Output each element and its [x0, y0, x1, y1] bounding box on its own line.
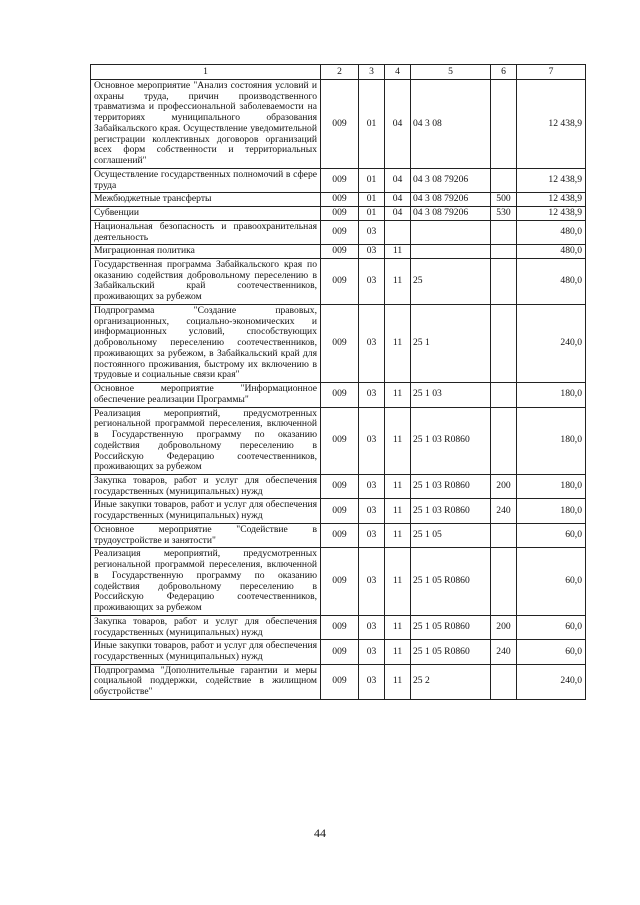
row-name-cell: Реализация мероприятий, предусмотренных региональной программой переселения, включенной в Государственную программу по оказанию содействия добровольному переселению в Российскую Федерацию соотечественников, проживающих за рубежом — [91, 548, 321, 615]
section-cell: 01 — [359, 168, 385, 192]
subsection-cell: 11 — [385, 664, 411, 699]
expense-type-cell — [491, 80, 517, 169]
table-body — [91, 80, 586, 700]
expense-type-cell — [491, 407, 517, 474]
table-row — [91, 193, 586, 207]
target-code-cell: 25 1 03 — [411, 383, 491, 407]
amount-cell: 240,0 — [517, 304, 586, 382]
row-name-cell: Подпрограмма "Создание правовых, организационных, социально-экономических и информационных условий, способствующих добровольному переселению соотечественников, проживающих за рубежом, в Забайкальский край для постоянного проживания, быстрому их включению в трудовые и социальные связи края" — [91, 304, 321, 382]
target-code-cell: 25 1 05 — [411, 523, 491, 547]
row-name-cell: Основное мероприятие "Содействие в трудоустройстве и занятости" — [91, 523, 321, 547]
row-name-cell: Субвенции — [91, 207, 321, 221]
amount-cell: 60,0 — [517, 548, 586, 615]
header-cell: 2 — [321, 65, 359, 80]
amount-cell: 60,0 — [517, 523, 586, 547]
subsection-cell: 11 — [385, 474, 411, 498]
section-cell: 03 — [359, 259, 385, 305]
amount-cell: 180,0 — [517, 474, 586, 498]
subsection-cell: 11 — [385, 259, 411, 305]
subsection-cell: 11 — [385, 640, 411, 664]
table-row — [91, 207, 586, 221]
target-code-cell: 04 3 08 79206 — [411, 168, 491, 192]
page-number: 44 — [314, 826, 326, 840]
code-cell: 009 — [321, 640, 359, 664]
target-code-cell: 04 3 08 79206 — [411, 207, 491, 221]
budget-table — [90, 64, 586, 700]
table-row — [91, 383, 586, 407]
section-cell: 01 — [359, 80, 385, 169]
expense-type-cell: 200 — [491, 474, 517, 498]
target-code-cell: 25 2 — [411, 664, 491, 699]
code-cell: 009 — [321, 168, 359, 192]
row-name-cell: Миграционная политика — [91, 245, 321, 259]
amount-cell: 180,0 — [517, 383, 586, 407]
table-row — [91, 168, 586, 192]
table-row — [91, 499, 586, 523]
code-cell: 009 — [321, 245, 359, 259]
expense-type-cell — [491, 383, 517, 407]
table-row — [91, 80, 586, 169]
subsection-cell: 11 — [385, 548, 411, 615]
subsection-cell: 11 — [385, 523, 411, 547]
target-code-cell: 25 — [411, 259, 491, 305]
section-cell: 03 — [359, 474, 385, 498]
target-code-cell: 25 1 03 R0860 — [411, 499, 491, 523]
row-name-cell: Подпрограмма "Дополнительные гарантии и меры социальной поддержки, содействие в жилищном обустройстве" — [91, 664, 321, 699]
table-row — [91, 259, 586, 305]
expense-type-cell: 240 — [491, 640, 517, 664]
amount-cell: 12 438,9 — [517, 193, 586, 207]
row-name-cell: Государственная программа Забайкальского края по оказанию содействия добровольному переселению в Забайкальский край соотечественников, проживающих за рубежом — [91, 259, 321, 305]
section-cell: 03 — [359, 548, 385, 615]
amount-cell: 480,0 — [517, 220, 586, 244]
subsection-cell: 11 — [385, 407, 411, 474]
section-cell: 03 — [359, 499, 385, 523]
target-code-cell — [411, 245, 491, 259]
expense-type-cell — [491, 220, 517, 244]
code-cell: 009 — [321, 304, 359, 382]
amount-cell: 12 438,9 — [517, 207, 586, 221]
table-row — [91, 615, 586, 639]
subsection-cell: 11 — [385, 304, 411, 382]
row-name-cell: Иные закупки товаров, работ и услуг для обеспечения государственных (муниципальных) нужд — [91, 640, 321, 664]
section-cell: 03 — [359, 304, 385, 382]
target-code-cell: 25 1 03 R0860 — [411, 474, 491, 498]
subsection-cell: 04 — [385, 80, 411, 169]
expense-type-cell — [491, 304, 517, 382]
section-cell: 03 — [359, 407, 385, 474]
subsection-cell: 11 — [385, 383, 411, 407]
amount-cell: 12 438,9 — [517, 168, 586, 192]
table-row — [91, 407, 586, 474]
target-code-cell: 25 1 05 R0860 — [411, 640, 491, 664]
row-name-cell: Основное мероприятие "Информационное обеспечение реализации Программы" — [91, 383, 321, 407]
table-row — [91, 548, 586, 615]
header-row — [91, 65, 586, 80]
code-cell: 009 — [321, 80, 359, 169]
target-code-cell: 04 3 08 — [411, 80, 491, 169]
header-cell: 6 — [491, 65, 517, 80]
expense-type-cell: 530 — [491, 207, 517, 221]
section-cell: 01 — [359, 193, 385, 207]
section-cell: 03 — [359, 523, 385, 547]
table-row — [91, 523, 586, 547]
expense-type-cell — [491, 523, 517, 547]
row-name-cell: Межбюджетные трансферты — [91, 193, 321, 207]
table-row — [91, 220, 586, 244]
code-cell: 009 — [321, 259, 359, 305]
expense-type-cell — [491, 664, 517, 699]
code-cell: 009 — [321, 474, 359, 498]
section-cell: 01 — [359, 207, 385, 221]
section-cell: 03 — [359, 383, 385, 407]
expense-type-cell — [491, 245, 517, 259]
subsection-cell: 04 — [385, 193, 411, 207]
section-cell: 03 — [359, 245, 385, 259]
table-row — [91, 640, 586, 664]
amount-cell: 60,0 — [517, 640, 586, 664]
code-cell: 009 — [321, 383, 359, 407]
amount-cell: 480,0 — [517, 259, 586, 305]
code-cell: 009 — [321, 548, 359, 615]
row-name-cell: Иные закупки товаров, работ и услуг для обеспечения государственных (муниципальных) нужд — [91, 499, 321, 523]
section-cell: 03 — [359, 664, 385, 699]
subsection-cell: 04 — [385, 168, 411, 192]
table-row — [91, 245, 586, 259]
amount-cell: 180,0 — [517, 407, 586, 474]
expense-type-cell — [491, 548, 517, 615]
code-cell: 009 — [321, 499, 359, 523]
subsection-cell: 11 — [385, 245, 411, 259]
expense-type-cell: 200 — [491, 615, 517, 639]
code-cell: 009 — [321, 220, 359, 244]
section-cell: 03 — [359, 640, 385, 664]
code-cell: 009 — [321, 664, 359, 699]
header-cell: 7 — [517, 65, 586, 80]
row-name-cell: Закупка товаров, работ и услуг для обеспечения государственных (муниципальных) нужд — [91, 474, 321, 498]
header-cell: 1 — [91, 65, 321, 80]
subsection-cell — [385, 220, 411, 244]
code-cell: 009 — [321, 193, 359, 207]
target-code-cell: 04 3 08 79206 — [411, 193, 491, 207]
expense-type-cell — [491, 259, 517, 305]
amount-cell: 12 438,9 — [517, 80, 586, 169]
amount-cell: 240,0 — [517, 664, 586, 699]
table-row — [91, 664, 586, 699]
code-cell: 009 — [321, 407, 359, 474]
code-cell: 009 — [321, 523, 359, 547]
code-cell: 009 — [321, 615, 359, 639]
table-row — [91, 474, 586, 498]
target-code-cell: 25 1 03 R0860 — [411, 407, 491, 474]
table-row — [91, 304, 586, 382]
target-code-cell: 25 1 — [411, 304, 491, 382]
target-code-cell: 25 1 05 R0860 — [411, 615, 491, 639]
subsection-cell: 11 — [385, 499, 411, 523]
target-code-cell: 25 1 05 R0860 — [411, 548, 491, 615]
header-cell: 5 — [411, 65, 491, 80]
row-name-cell: Осуществление государственных полномочий в сфере труда — [91, 168, 321, 192]
code-cell: 009 — [321, 207, 359, 221]
amount-cell: 480,0 — [517, 245, 586, 259]
expense-type-cell: 240 — [491, 499, 517, 523]
amount-cell: 180,0 — [517, 499, 586, 523]
amount-cell: 60,0 — [517, 615, 586, 639]
subsection-cell: 11 — [385, 615, 411, 639]
expense-type-cell — [491, 168, 517, 192]
target-code-cell — [411, 220, 491, 244]
row-name-cell: Национальная безопасность и правоохранительная деятельность — [91, 220, 321, 244]
row-name-cell: Основное мероприятие "Анализ состояния условий и охраны труда, причин производственного травматизма и профессиональной заболеваемости на территориях муниципального образования Забайкальского края. Осуществление уведомительной регистрации коллективных договоров организаций всех форм собственности и территориальных соглашений" — [91, 80, 321, 169]
row-name-cell: Закупка товаров, работ и услуг для обеспечения государственных (муниципальных) нужд — [91, 615, 321, 639]
expense-type-cell: 500 — [491, 193, 517, 207]
header-cell: 3 — [359, 65, 385, 80]
header-cell: 4 — [385, 65, 411, 80]
row-name-cell: Реализация мероприятий, предусмотренных региональной программой переселения, включенной в Государственную программу по оказанию содействия добровольному переселению в Российскую Федерацию соотечественников, проживающих за рубежом — [91, 407, 321, 474]
subsection-cell: 04 — [385, 207, 411, 221]
section-cell: 03 — [359, 220, 385, 244]
section-cell: 03 — [359, 615, 385, 639]
